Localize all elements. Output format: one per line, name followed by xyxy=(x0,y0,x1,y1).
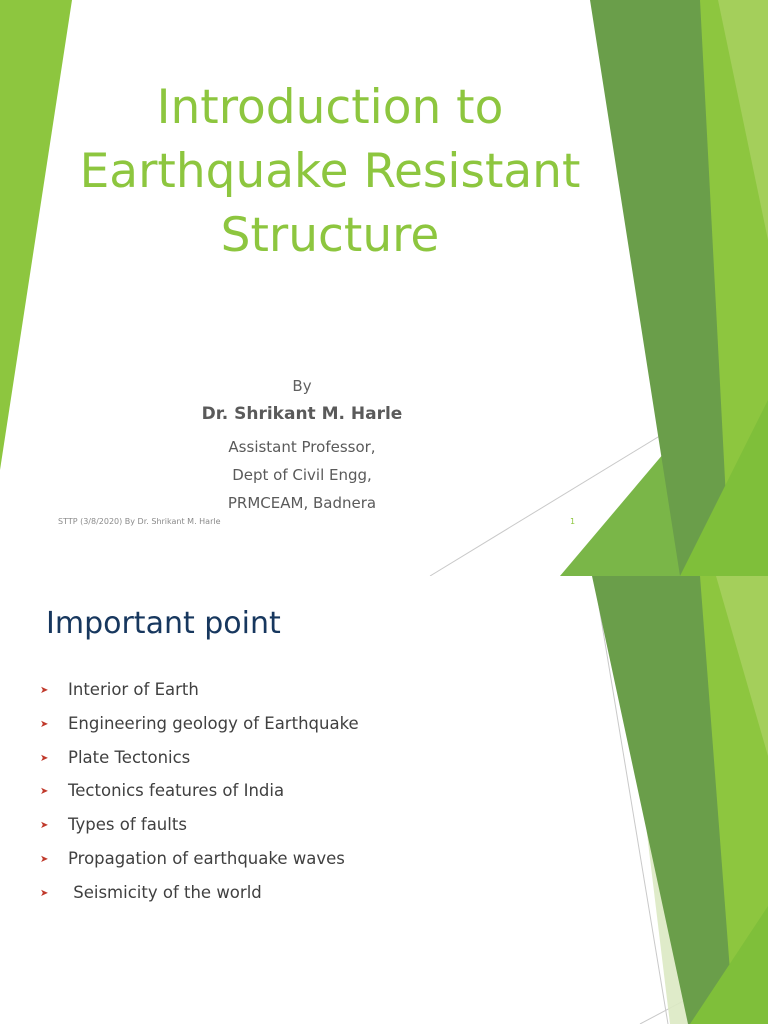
author-department: Dept of Civil Engg, xyxy=(232,466,372,484)
arrow-bullet-icon: ➤ xyxy=(40,853,49,865)
list-item xyxy=(40,714,359,748)
list-item-text: Plate Tectonics xyxy=(68,747,191,767)
list-item-text: Propagation of earthquake waves xyxy=(68,848,345,868)
list-item xyxy=(40,883,359,917)
bullet-list xyxy=(40,680,359,917)
list-item-text: Interior of Earth xyxy=(68,680,199,699)
list-item xyxy=(40,815,359,849)
arrow-bullet-icon: ➤ xyxy=(40,718,49,730)
content-slide xyxy=(0,576,768,1024)
arrow-bullet-icon: ➤ xyxy=(40,786,49,798)
arrow-bullet-icon: ➤ xyxy=(40,685,49,696)
list-item-text: Tectonics features of India xyxy=(68,781,285,801)
list-item-text: Types of faults xyxy=(68,815,187,835)
by-label: By xyxy=(292,377,312,395)
title-line: Earthquake Resistant xyxy=(79,144,581,199)
list-item xyxy=(40,849,359,883)
title-line: Introduction to xyxy=(156,80,504,135)
slide-footer: STTP (3/8/2020) By Dr. Shrikant M. Harle xyxy=(58,517,221,526)
list-item-text: Engineering geology of Earthquake xyxy=(68,713,359,733)
list-item xyxy=(40,748,359,782)
arrow-bullet-icon: ➤ xyxy=(40,887,49,899)
page-number: 1 xyxy=(570,517,576,526)
list-item-text: Seismicity of the world xyxy=(68,882,262,902)
author-name: Dr. Shrikant M. Harle xyxy=(201,404,403,424)
list-item xyxy=(40,781,359,815)
slide-heading: Important point xyxy=(46,606,281,641)
slide-title xyxy=(40,76,620,268)
title-line: Structure xyxy=(220,208,440,263)
arrow-bullet-icon: ➤ xyxy=(40,752,49,764)
author-designation: Assistant Professor, xyxy=(228,438,376,456)
author-institute: PRMCEAM, Badnera xyxy=(227,494,377,512)
list-item xyxy=(40,680,359,714)
arrow-bullet-icon: ➤ xyxy=(40,820,49,832)
